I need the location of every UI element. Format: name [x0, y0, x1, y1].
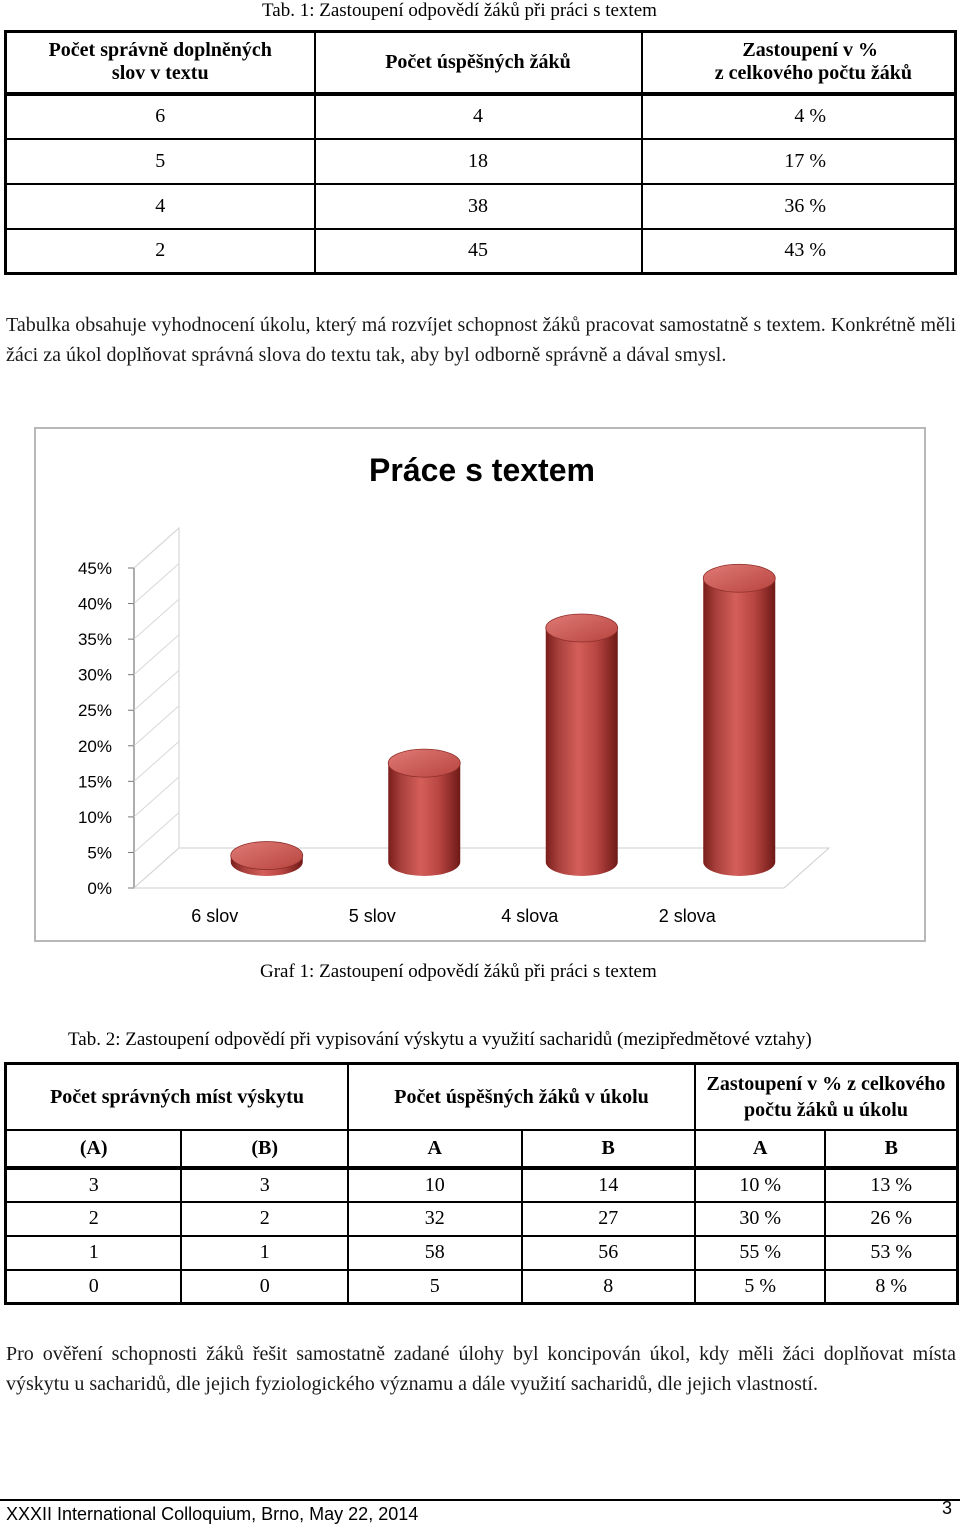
y-tick-label: 5% — [87, 843, 112, 863]
table2-subheader: A — [348, 1130, 521, 1168]
y-tick-label: 45% — [77, 559, 112, 578]
table-row: 5 18 17 % — [6, 139, 956, 184]
table2-subheader: B — [522, 1130, 695, 1168]
bar-body — [388, 763, 460, 876]
bar-top — [546, 614, 618, 642]
table1-header-col2: Počet úspěšných žáků — [315, 32, 642, 94]
bar-body — [546, 628, 618, 876]
table2-subheader: B — [825, 1130, 957, 1168]
table-row: 2 2 32 27 30 % 26 % — [6, 1202, 958, 1236]
table-row: 3 3 10 14 10 % 13 % — [6, 1168, 958, 1202]
bar-4-slova — [546, 614, 618, 876]
table2-header-col3: Zastoupení v % z celkového počtu žáků u úkolu — [695, 1064, 958, 1130]
footer-conference: XXXII International Colloquium, Brno, May 22, 2014 — [6, 1504, 419, 1524]
bar-top — [388, 749, 460, 777]
chart-side-wall — [134, 528, 179, 888]
paragraph-2: Pro ověření schopnosti žáků řešit samostatně zadané úlohy byl koncipován úkol, kdy měli žáci doplňovat místa výskytu u sacharidů, dle jejich fyziologického významu a dále využití sacharidů, dle jejich vlastností. — [6, 1343, 956, 1395]
y-tick-label: 15% — [77, 772, 112, 792]
bar-2-slova — [703, 564, 775, 876]
chart-title: Práce s textem — [369, 452, 595, 488]
table2-header-col2: Počet úspěšných žáků v úkolu — [348, 1064, 695, 1130]
chart-caption: Graf 1: Zastoupení odpovědí žáků při práci s textem — [260, 961, 657, 982]
x-tick-label: 6 slov — [191, 906, 239, 926]
table1 — [4, 30, 957, 275]
footer-divider — [0, 1499, 960, 1501]
y-tick-label: 30% — [77, 665, 112, 685]
bar-chart — [36, 429, 924, 940]
table2-subheader: A — [695, 1130, 826, 1168]
table1-header-col1: Počet správně doplněných slov v textu — [6, 32, 315, 94]
chart-frame — [34, 427, 926, 942]
table-row: 4 38 36 % — [6, 184, 956, 229]
table-row: 6 4 4 % — [6, 94, 956, 139]
table2-header-col1: Počet správných míst výskytu — [6, 1064, 349, 1130]
page-number: 3 — [941, 1498, 952, 1518]
table2-subheader: (B) — [181, 1130, 348, 1168]
paragraph-1: Tabulka obsahuje vyhodnocení úkolu, který má rozvíjet schopnost žáků pracovat samostatně s textem. Konkrétně měli žáci za úkol doplňovat správná slova do textu tak, aby byl odborně správně a dával smysl. — [6, 314, 956, 366]
bar-top — [703, 564, 775, 592]
table-row: 1 1 58 56 55 % 53 % — [6, 1236, 958, 1270]
table1-caption: Tab. 1: Zastoupení odpovědí žáků při práci s textem — [262, 0, 657, 21]
y-tick-label: 10% — [77, 807, 112, 827]
x-tick-label: 2 slova — [658, 906, 716, 926]
table-row: 2 45 43 % — [6, 229, 956, 274]
table1-header-col3: Zastoupení v % z celkového počtu žáků — [642, 32, 956, 94]
bar-top — [231, 842, 303, 870]
x-tick-label: 5 slov — [348, 906, 396, 926]
bar-5-slov — [388, 749, 460, 876]
table2 — [4, 1062, 959, 1305]
y-tick-label: 35% — [77, 630, 112, 650]
table-row: 0 0 5 8 5 % 8 % — [6, 1270, 958, 1304]
y-tick-label: 20% — [77, 736, 112, 756]
y-tick-label: 40% — [77, 594, 112, 614]
y-tick-label: 0% — [87, 879, 112, 898]
bar-6-slov — [231, 842, 303, 876]
x-tick-label: 4 slova — [501, 906, 559, 926]
table2-caption: Tab. 2: Zastoupení odpovědí při vypisování výskytu a využití sacharidů (mezipředmětové vztahy) — [68, 1029, 812, 1050]
bar-body — [703, 578, 775, 876]
y-tick-label: 25% — [77, 701, 112, 721]
table2-subheader: (A) — [6, 1130, 182, 1168]
